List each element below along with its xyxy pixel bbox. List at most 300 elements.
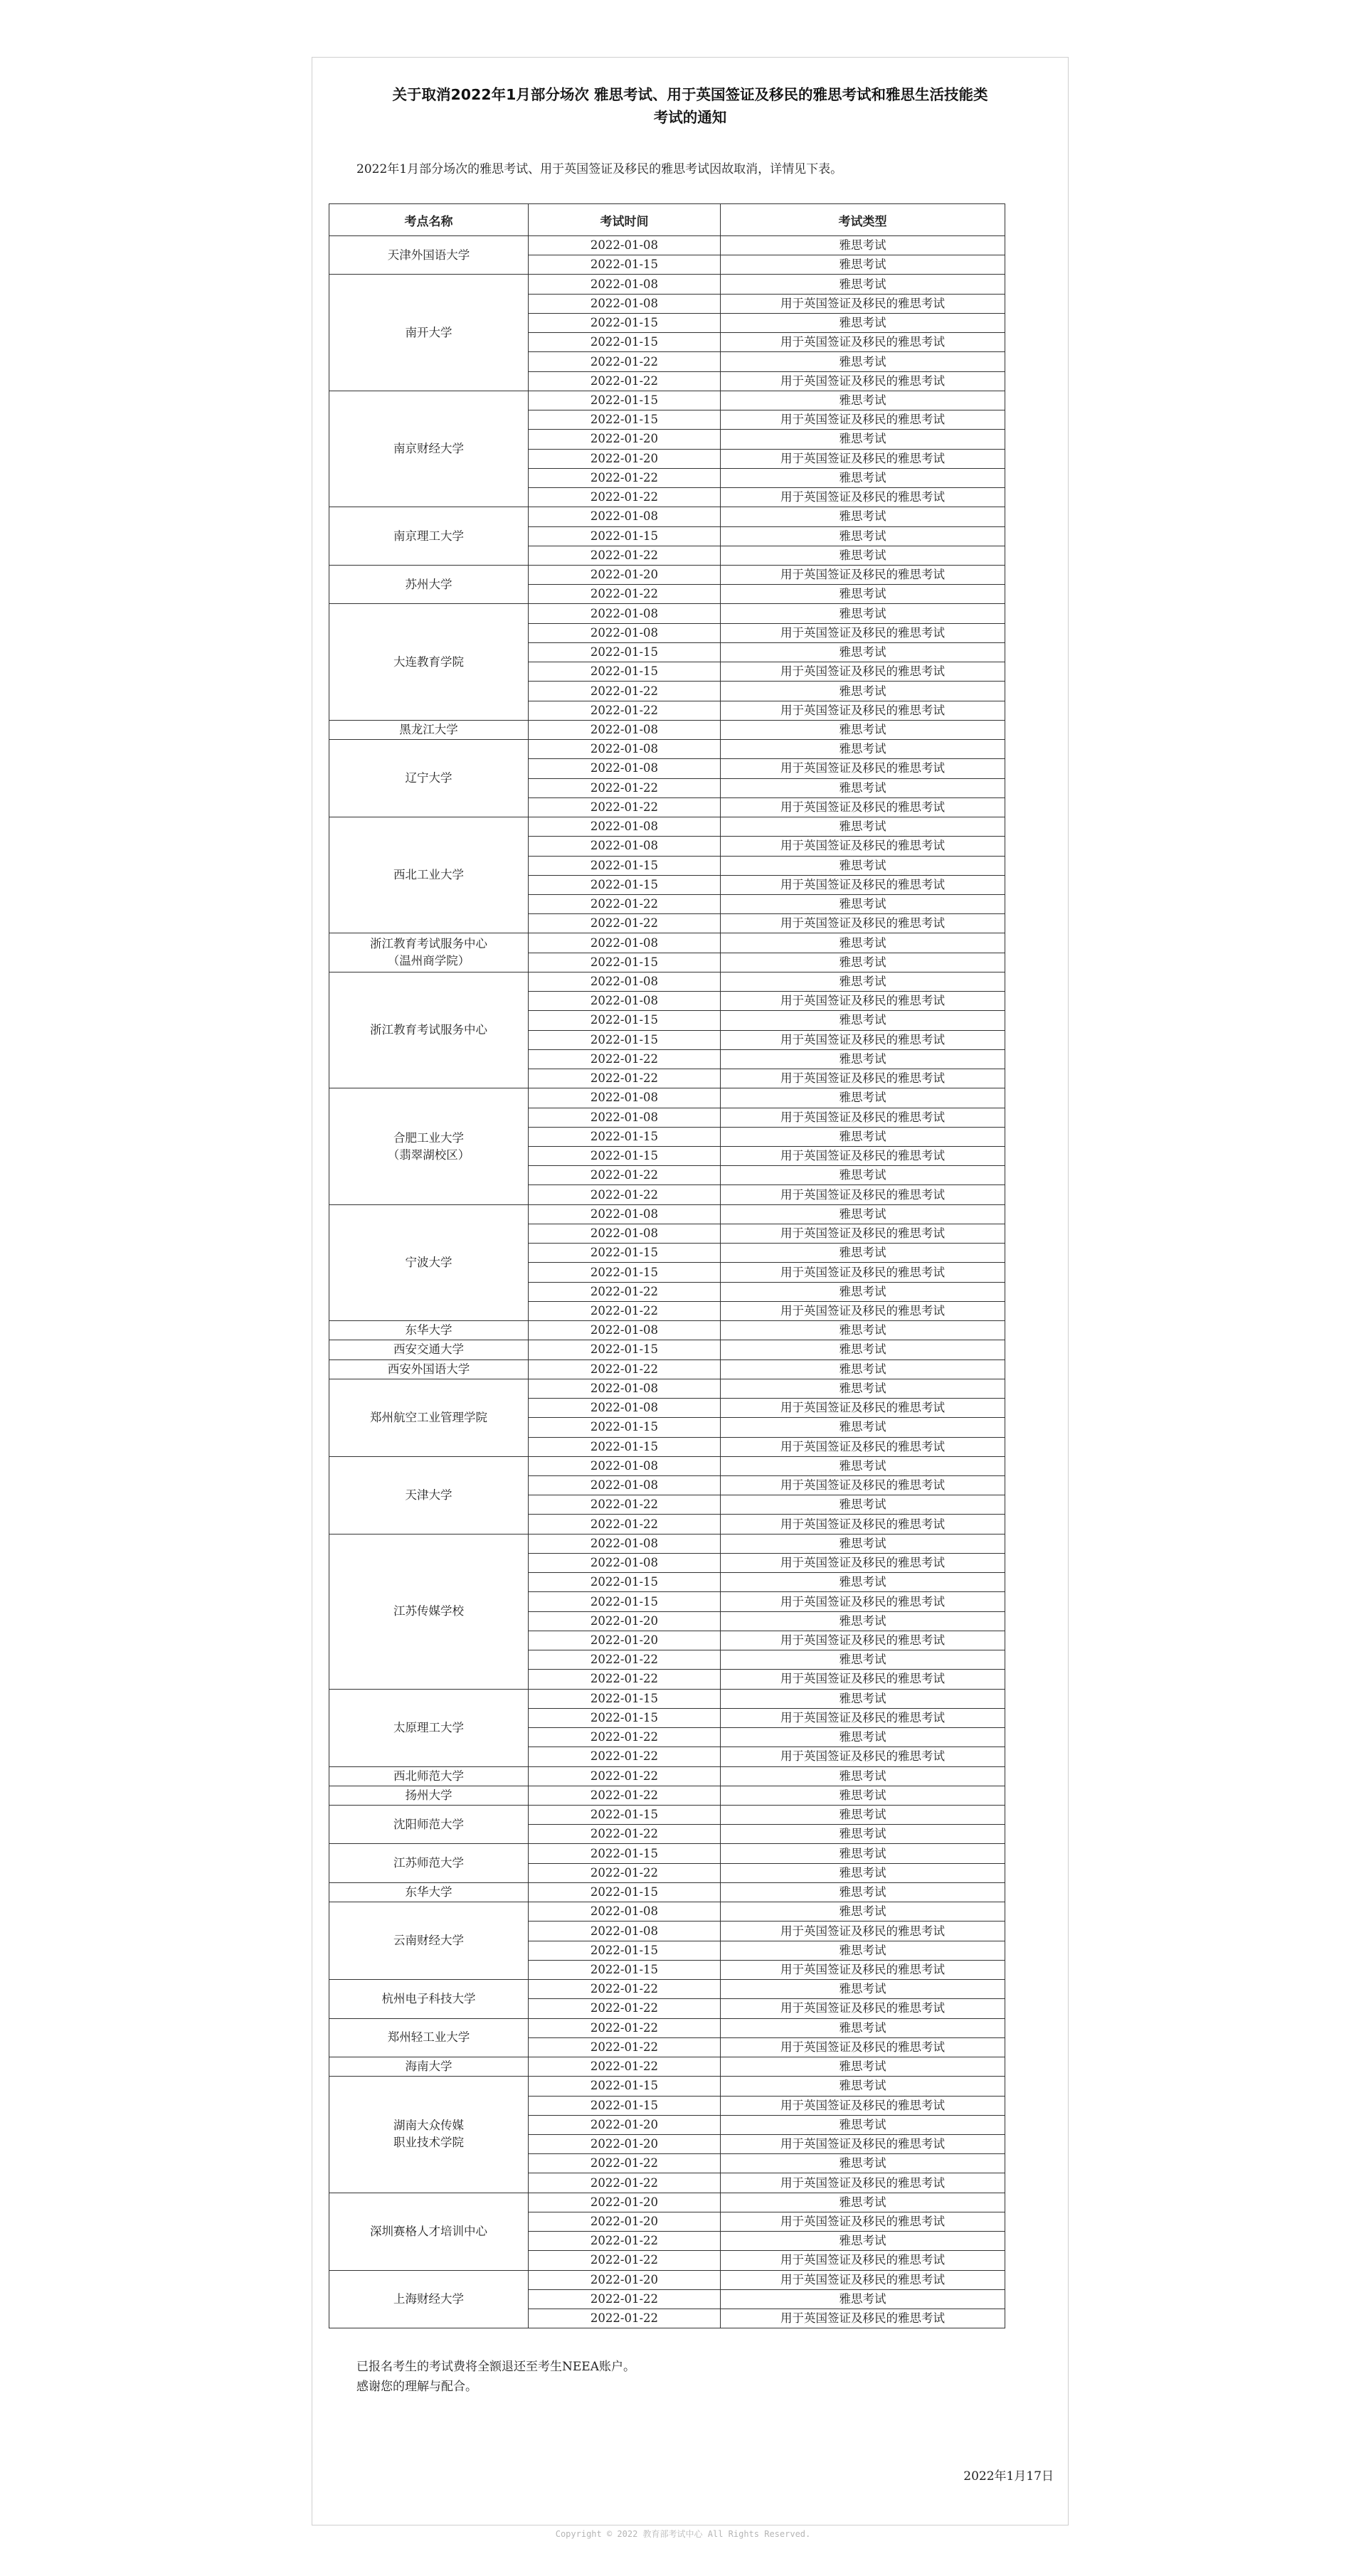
date-cell: 2022-01-22 (529, 1825, 721, 1844)
date-cell: 2022-01-22 (529, 2309, 721, 2328)
type-cell: 雅思考试 (721, 352, 1005, 371)
table-row (329, 1980, 1005, 1999)
table-row (329, 1902, 1005, 1922)
type-cell: 用于英国签证及移民的雅思考试 (721, 1515, 1005, 1534)
date-cell: 2022-01-22 (529, 778, 721, 797)
cancellation-table (329, 203, 1005, 2328)
header-type: 考试类型 (721, 204, 1005, 236)
table-row (329, 1689, 1005, 1708)
venue-name-line: （温州商学院） (387, 954, 470, 968)
notice-date: 2022年1月17日 (963, 2469, 1054, 2484)
type-cell: 用于英国签证及移民的雅思考试 (721, 797, 1005, 817)
venue-name-line: 郑州轻工业大学 (387, 2030, 470, 2045)
type-cell: 用于英国签证及移民的雅思考试 (721, 837, 1005, 856)
type-cell: 用于英国签证及移民的雅思考试 (721, 1224, 1005, 1243)
date-cell: 2022-01-15 (529, 2077, 721, 2096)
type-cell: 雅思考试 (721, 255, 1005, 275)
type-cell: 用于英国签证及移民的雅思考试 (721, 333, 1005, 352)
venue-name-line: 辽宁大学 (405, 771, 452, 785)
type-cell: 雅思考试 (721, 720, 1005, 739)
table-row (329, 1766, 1005, 1786)
venue-cell (329, 2018, 529, 2057)
type-cell: 雅思考试 (721, 1980, 1005, 1999)
date-cell: 2022-01-22 (529, 2154, 721, 2173)
type-cell: 雅思考试 (721, 2115, 1005, 2134)
date-cell: 2022-01-22 (529, 1282, 721, 1301)
table-row (329, 604, 1005, 623)
venue-cell (329, 275, 529, 391)
table-row (329, 1786, 1005, 1805)
date-cell: 2022-01-15 (529, 1127, 721, 1146)
date-cell: 2022-01-08 (529, 1476, 721, 1495)
venue-name-line: 西北师范大学 (393, 1769, 464, 1783)
date-cell: 2022-01-22 (529, 797, 721, 817)
type-cell: 雅思考试 (721, 1728, 1005, 1747)
date-cell: 2022-01-22 (529, 894, 721, 913)
table-row (329, 507, 1005, 526)
date-cell: 2022-01-15 (529, 1030, 721, 1049)
header-date: 考试时间 (529, 204, 721, 236)
table-row (329, 933, 1005, 953)
date-cell: 2022-01-22 (529, 1069, 721, 1088)
date-cell: 2022-01-08 (529, 604, 721, 623)
type-cell: 雅思考试 (721, 2077, 1005, 2096)
date-cell: 2022-01-15 (529, 1689, 721, 1708)
date-cell: 2022-01-22 (529, 1980, 721, 1999)
table-row (329, 1456, 1005, 1475)
venue-name-line: 江苏师范大学 (393, 1856, 464, 1870)
refund-note: 已报名考生的考试费将全额退还至考生NEEA账户。 (356, 2360, 635, 2374)
date-cell: 2022-01-15 (529, 333, 721, 352)
venue-name-line: 杭州电子科技大学 (381, 1991, 476, 2005)
type-cell: 雅思考试 (721, 430, 1005, 449)
date-cell: 2022-01-08 (529, 1204, 721, 1224)
date-cell: 2022-01-15 (529, 1708, 721, 1727)
table-row (329, 391, 1005, 410)
type-cell: 雅思考试 (721, 2154, 1005, 2173)
type-cell: 用于英国签证及移民的雅思考试 (721, 1747, 1005, 1766)
type-cell: 用于英国签证及移民的雅思考试 (721, 623, 1005, 642)
date-cell: 2022-01-15 (529, 1418, 721, 1437)
table-row (329, 2270, 1005, 2289)
table-row (329, 972, 1005, 991)
type-cell: 雅思考试 (721, 275, 1005, 294)
venue-name-line: 苏州大学 (405, 577, 452, 591)
date-cell: 2022-01-22 (529, 1495, 721, 1515)
date-cell: 2022-01-22 (529, 1747, 721, 1766)
date-cell: 2022-01-08 (529, 933, 721, 953)
date-cell: 2022-01-08 (529, 992, 721, 1011)
date-cell: 2022-01-22 (529, 2232, 721, 2251)
type-cell: 雅思考试 (721, 1534, 1005, 1553)
type-cell: 用于英国签证及移民的雅思考试 (721, 410, 1005, 430)
type-cell: 用于英国签证及移民的雅思考试 (721, 371, 1005, 391)
type-cell: 用于英国签证及移民的雅思考试 (721, 875, 1005, 894)
date-cell: 2022-01-15 (529, 1573, 721, 1592)
venue-name-line: 东华大学 (405, 1885, 452, 1899)
venue-cell (329, 236, 529, 275)
date-cell: 2022-01-20 (529, 2212, 721, 2231)
date-cell: 2022-01-20 (529, 2270, 721, 2289)
type-cell: 雅思考试 (721, 1766, 1005, 1786)
type-cell: 雅思考试 (721, 817, 1005, 837)
date-cell: 2022-01-22 (529, 2289, 721, 2309)
date-cell: 2022-01-08 (529, 1553, 721, 1572)
date-cell: 2022-01-15 (529, 875, 721, 894)
date-cell: 2022-01-15 (529, 1263, 721, 1282)
type-cell: 雅思考试 (721, 894, 1005, 913)
type-cell: 雅思考试 (721, 856, 1005, 875)
venue-cell (329, 1786, 529, 1805)
type-cell: 雅思考试 (721, 1805, 1005, 1824)
venue-cell (329, 1359, 529, 1379)
type-cell: 用于英国签证及移民的雅思考试 (721, 662, 1005, 682)
type-cell: 雅思考试 (721, 1844, 1005, 1863)
table-row (329, 1321, 1005, 1340)
date-cell: 2022-01-20 (529, 2134, 721, 2153)
venue-name-line: 西北工业大学 (393, 868, 464, 882)
type-cell: 雅思考试 (721, 313, 1005, 332)
venue-cell (329, 933, 529, 972)
type-cell: 雅思考试 (721, 1166, 1005, 1185)
type-cell: 雅思考试 (721, 507, 1005, 526)
type-cell: 雅思考试 (721, 1902, 1005, 1922)
date-cell: 2022-01-22 (529, 1670, 721, 1689)
type-cell: 雅思考试 (721, 468, 1005, 487)
type-cell: 雅思考试 (721, 778, 1005, 797)
table-row (329, 740, 1005, 759)
venue-cell (329, 1456, 529, 1534)
type-cell: 雅思考试 (721, 740, 1005, 759)
type-cell: 雅思考试 (721, 1127, 1005, 1146)
date-cell: 2022-01-20 (529, 449, 721, 468)
venue-cell (329, 1805, 529, 1843)
type-cell: 雅思考试 (721, 1088, 1005, 1108)
venue-name-line: 天津大学 (405, 1488, 452, 1502)
date-cell: 2022-01-15 (529, 1340, 721, 1359)
date-cell: 2022-01-08 (529, 759, 721, 778)
date-cell: 2022-01-15 (529, 1011, 721, 1030)
type-cell: 雅思考试 (721, 682, 1005, 701)
table-row (329, 817, 1005, 837)
venue-cell (329, 720, 529, 739)
date-cell: 2022-01-15 (529, 662, 721, 682)
type-cell: 雅思考试 (721, 1340, 1005, 1359)
type-cell: 雅思考试 (721, 1359, 1005, 1379)
venue-cell (329, 1534, 529, 1689)
venue-name-line: 深圳赛格人才培训中心 (370, 2224, 487, 2238)
date-cell: 2022-01-22 (529, 1650, 721, 1670)
date-cell: 2022-01-08 (529, 623, 721, 642)
type-cell: 雅思考试 (721, 1941, 1005, 1960)
date-cell: 2022-01-15 (529, 526, 721, 546)
type-cell: 雅思考试 (721, 2289, 1005, 2309)
type-cell: 用于英国签证及移民的雅思考试 (721, 1708, 1005, 1727)
date-cell: 2022-01-15 (529, 391, 721, 410)
type-cell: 雅思考试 (721, 604, 1005, 623)
date-cell: 2022-01-22 (529, 2173, 721, 2193)
type-cell: 雅思考试 (721, 546, 1005, 565)
type-cell: 雅思考试 (721, 1611, 1005, 1631)
date-cell: 2022-01-08 (529, 507, 721, 526)
venue-name-line: 东华大学 (405, 1323, 452, 1337)
date-cell: 2022-01-22 (529, 371, 721, 391)
date-cell: 2022-01-22 (529, 701, 721, 720)
venue-cell (329, 565, 529, 603)
date-cell: 2022-01-08 (529, 1456, 721, 1475)
date-cell: 2022-01-22 (529, 1728, 721, 1747)
venue-name-line: 浙江教育考试服务中心 (370, 1023, 487, 1037)
date-cell: 2022-01-08 (529, 294, 721, 313)
date-cell: 2022-01-20 (529, 1611, 721, 1631)
thanks-note: 感谢您的理解与配合。 (356, 2380, 477, 2394)
table-row (329, 1204, 1005, 1224)
type-cell: 雅思考试 (721, 1689, 1005, 1708)
venue-name-line: 黑龙江大学 (399, 722, 458, 736)
date-cell: 2022-01-08 (529, 275, 721, 294)
date-cell: 2022-01-15 (529, 410, 721, 430)
type-cell: 雅思考试 (721, 2232, 1005, 2251)
date-cell: 2022-01-22 (529, 2057, 721, 2077)
date-cell: 2022-01-08 (529, 817, 721, 837)
venue-cell (329, 817, 529, 933)
type-cell: 用于英国签证及移民的雅思考试 (721, 701, 1005, 720)
type-cell: 雅思考试 (721, 933, 1005, 953)
table-row (329, 1379, 1005, 1398)
type-cell: 用于英国签证及移民的雅思考试 (721, 1476, 1005, 1495)
type-cell: 用于英国签证及移民的雅思考试 (721, 2037, 1005, 2057)
title-line-1: 关于取消2022年1月部分场次 雅思考试、用于英国签证及移民的雅思考试和雅思生活技能类 (392, 86, 988, 103)
type-cell: 雅思考试 (721, 1825, 1005, 1844)
date-cell: 2022-01-22 (529, 1049, 721, 1069)
type-cell: 用于英国签证及移民的雅思考试 (721, 1670, 1005, 1689)
table-row (329, 565, 1005, 584)
type-cell: 雅思考试 (721, 2057, 1005, 2077)
type-cell: 用于英国签证及移民的雅思考试 (721, 1301, 1005, 1320)
type-cell: 雅思考试 (721, 1456, 1005, 1475)
date-cell: 2022-01-20 (529, 2193, 721, 2212)
date-cell: 2022-01-22 (529, 546, 721, 565)
date-cell: 2022-01-22 (529, 1863, 721, 1882)
venue-name-line: 合肥工业大学 (393, 1130, 464, 1145)
type-cell: 用于英国签证及移民的雅思考试 (721, 1999, 1005, 2018)
venue-cell (329, 2057, 529, 2077)
date-cell: 2022-01-22 (529, 468, 721, 487)
type-cell: 雅思考试 (721, 1786, 1005, 1805)
type-cell: 雅思考试 (721, 1863, 1005, 1882)
venue-cell (329, 2077, 529, 2193)
footer-notes (356, 2357, 635, 2397)
date-cell: 2022-01-08 (529, 1902, 721, 1922)
date-cell: 2022-01-22 (529, 1166, 721, 1185)
type-cell: 用于英国签证及移民的雅思考试 (721, 488, 1005, 507)
type-cell: 用于英国签证及移民的雅思考试 (721, 294, 1005, 313)
date-cell: 2022-01-15 (529, 1882, 721, 1902)
notice-panel (312, 57, 1069, 2525)
venue-cell (329, 604, 529, 720)
type-cell: 雅思考试 (721, 1204, 1005, 1224)
type-cell: 用于英国签证及移民的雅思考试 (721, 2212, 1005, 2231)
type-cell: 用于英国签证及移民的雅思考试 (721, 1399, 1005, 1418)
type-cell: 用于英国签证及移民的雅思考试 (721, 2173, 1005, 2193)
date-cell: 2022-01-22 (529, 1185, 721, 1204)
type-cell: 雅思考试 (721, 1244, 1005, 1263)
table-body (329, 236, 1005, 2328)
type-cell: 雅思考试 (721, 1011, 1005, 1030)
venue-name-line: 云南财经大学 (393, 1934, 464, 1948)
date-cell: 2022-01-22 (529, 1786, 721, 1805)
date-cell: 2022-01-15 (529, 953, 721, 972)
venue-cell (329, 1766, 529, 1786)
date-cell: 2022-01-15 (529, 856, 721, 875)
type-cell: 雅思考试 (721, 1049, 1005, 1069)
venue-cell (329, 2193, 529, 2270)
date-cell: 2022-01-20 (529, 2115, 721, 2134)
date-cell: 2022-01-08 (529, 1108, 721, 1127)
type-cell: 雅思考试 (721, 236, 1005, 255)
venue-name-line: 西安外国语大学 (387, 1362, 470, 1376)
date-cell: 2022-01-08 (529, 837, 721, 856)
table-row (329, 1805, 1005, 1824)
venue-cell (329, 972, 529, 1088)
date-cell: 2022-01-08 (529, 1321, 721, 1340)
type-cell: 雅思考试 (721, 642, 1005, 662)
date-cell: 2022-01-08 (529, 236, 721, 255)
type-cell: 雅思考试 (721, 1418, 1005, 1437)
type-cell: 雅思考试 (721, 391, 1005, 410)
date-cell: 2022-01-20 (529, 565, 721, 584)
type-cell: 用于英国签证及移民的雅思考试 (721, 1185, 1005, 1204)
type-cell: 雅思考试 (721, 1495, 1005, 1515)
date-cell: 2022-01-15 (529, 255, 721, 275)
type-cell: 雅思考试 (721, 585, 1005, 604)
venue-name-line: 太原理工大学 (393, 1720, 464, 1734)
venue-cell (329, 1980, 529, 2018)
venue-name-line: 宁波大学 (405, 1255, 452, 1269)
venue-cell (329, 740, 529, 817)
type-cell: 用于英国签证及移民的雅思考试 (721, 1437, 1005, 1456)
date-cell: 2022-01-15 (529, 1244, 721, 1263)
date-cell: 2022-01-15 (529, 642, 721, 662)
table-header-row (329, 204, 1005, 236)
venue-name-line: 西安交通大学 (393, 1342, 464, 1357)
venue-name-line: 湖南大众传媒 (393, 2119, 464, 2133)
type-cell: 雅思考试 (721, 1650, 1005, 1670)
date-cell: 2022-01-15 (529, 1437, 721, 1456)
date-cell: 2022-01-22 (529, 1766, 721, 1786)
type-cell: 雅思考试 (721, 2018, 1005, 2037)
venue-cell (329, 1088, 529, 1204)
type-cell: 用于英国签证及移民的雅思考试 (721, 1553, 1005, 1572)
date-cell: 2022-01-08 (529, 740, 721, 759)
table-row (329, 1359, 1005, 1379)
date-cell: 2022-01-08 (529, 1088, 721, 1108)
table-row (329, 1534, 1005, 1553)
table-row (329, 2193, 1005, 2212)
title-line-2: 考试的通知 (653, 109, 727, 126)
venue-name-line: 郑州航空工业管理学院 (370, 1410, 487, 1424)
table-row (329, 1088, 1005, 1108)
venue-cell (329, 1844, 529, 1882)
venue-cell (329, 507, 529, 566)
date-cell: 2022-01-08 (529, 720, 721, 739)
date-cell: 2022-01-08 (529, 1399, 721, 1418)
table-row (329, 1844, 1005, 1863)
date-cell: 2022-01-15 (529, 1844, 721, 1863)
venue-cell (329, 2270, 529, 2328)
date-cell: 2022-01-15 (529, 1147, 721, 1166)
date-cell: 2022-01-15 (529, 1960, 721, 1979)
type-cell: 用于英国签证及移民的雅思考试 (721, 1147, 1005, 1166)
date-cell: 2022-01-15 (529, 313, 721, 332)
type-cell: 雅思考试 (721, 1379, 1005, 1398)
venue-cell (329, 1882, 529, 1902)
venue-name-line: 南京财经大学 (393, 442, 464, 456)
venue-cell (329, 1340, 529, 1359)
date-cell: 2022-01-22 (529, 682, 721, 701)
venue-name-line: 大连教育学院 (393, 654, 464, 669)
type-cell: 用于英国签证及移民的雅思考试 (721, 1263, 1005, 1282)
table-row (329, 236, 1005, 255)
date-cell: 2022-01-08 (529, 1922, 721, 1941)
date-cell: 2022-01-20 (529, 430, 721, 449)
intro-paragraph: 2022年1月部分场次的雅思考试、用于英国签证及移民的雅思考试因故取消，详情见下表。 (356, 162, 843, 176)
date-cell: 2022-01-15 (529, 1941, 721, 1960)
type-cell: 用于英国签证及移民的雅思考试 (721, 565, 1005, 584)
type-cell: 用于英国签证及移民的雅思考试 (721, 449, 1005, 468)
date-cell: 2022-01-08 (529, 972, 721, 991)
type-cell: 雅思考试 (721, 972, 1005, 991)
date-cell: 2022-01-22 (529, 1359, 721, 1379)
type-cell: 用于英国签证及移民的雅思考试 (721, 2251, 1005, 2270)
notice-title (312, 83, 1068, 129)
date-cell: 2022-01-08 (529, 1224, 721, 1243)
venue-name-line: 扬州大学 (405, 1788, 452, 1802)
date-cell: 2022-01-22 (529, 488, 721, 507)
copyright: Copyright © 2022 教育部考试中心 All Rights Reserved. (555, 2529, 811, 2539)
venue-cell (329, 1902, 529, 1980)
venue-cell (329, 1379, 529, 1456)
table-row (329, 2018, 1005, 2037)
date-cell: 2022-01-22 (529, 2018, 721, 2037)
table-row (329, 2077, 1005, 2096)
table-row (329, 2057, 1005, 2077)
date-cell: 2022-01-22 (529, 1999, 721, 2018)
date-cell: 2022-01-22 (529, 2251, 721, 2270)
type-cell: 用于英国签证及移民的雅思考试 (721, 2134, 1005, 2153)
type-cell: 用于英国签证及移民的雅思考试 (721, 1631, 1005, 1650)
type-cell: 用于英国签证及移民的雅思考试 (721, 2096, 1005, 2115)
date-cell: 2022-01-20 (529, 1631, 721, 1650)
type-cell: 雅思考试 (721, 1882, 1005, 1902)
venue-name-line: 天津外国语大学 (387, 248, 470, 262)
venue-name-line: 海南大学 (405, 2060, 452, 2074)
type-cell: 用于英国签证及移民的雅思考试 (721, 914, 1005, 933)
venue-cell (329, 1689, 529, 1766)
venue-name-line: 江苏传媒学校 (393, 1604, 464, 1618)
table-row (329, 720, 1005, 739)
date-cell: 2022-01-22 (529, 1301, 721, 1320)
venue-name-line: 浙江教育考试服务中心 (370, 937, 487, 951)
venue-name-line: 职业技术学院 (393, 2136, 464, 2150)
type-cell: 用于英国签证及移民的雅思考试 (721, 1960, 1005, 1979)
date-cell: 2022-01-22 (529, 2037, 721, 2057)
venue-name-line: 南京理工大学 (393, 529, 464, 543)
type-cell: 雅思考试 (721, 1573, 1005, 1592)
type-cell: 雅思考试 (721, 2193, 1005, 2212)
venue-cell (329, 1321, 529, 1340)
type-cell: 雅思考试 (721, 1282, 1005, 1301)
